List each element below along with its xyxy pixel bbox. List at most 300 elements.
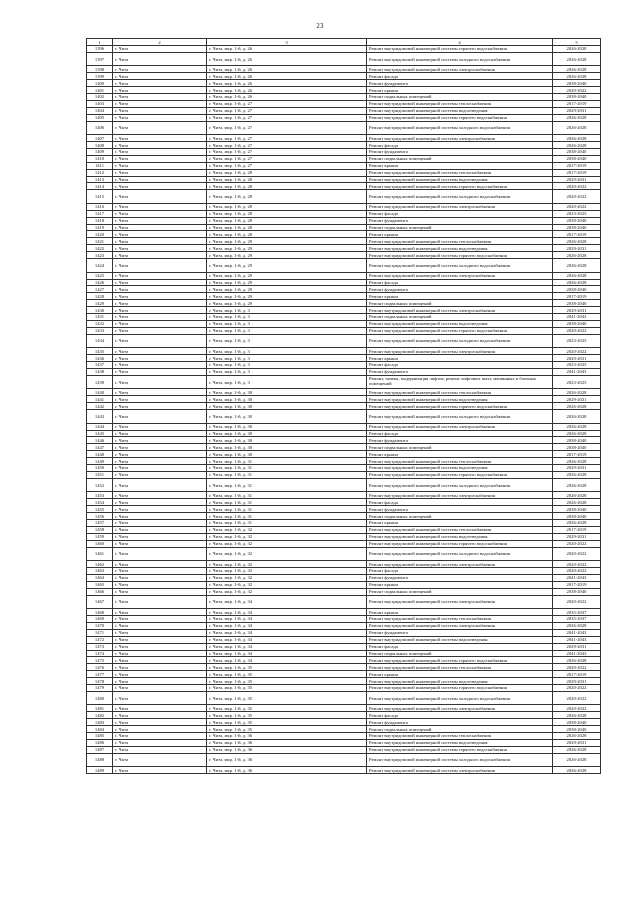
address-cell: г. Чита, мкр. 1-й, д. 31 xyxy=(207,513,367,520)
row-number: 1396 xyxy=(87,46,113,53)
table-row xyxy=(87,478,601,492)
address-cell: г. Чита, мкр. 1-й, д. 3 xyxy=(207,320,367,327)
row-number: 1403 xyxy=(87,100,113,107)
address-cell: г. Чита, мкр. 1-й, д. 28 xyxy=(207,190,367,204)
table-row xyxy=(87,348,601,355)
address-cell: г. Чита, мкр. 1-й, д. 28 xyxy=(207,224,367,231)
table-row xyxy=(87,142,601,149)
address-cell: г. Чита, мкр. 1-й, д. 3 xyxy=(207,375,367,389)
table-row xyxy=(87,595,601,609)
address-cell: г. Чита, мкр. 1-й, д. 32 xyxy=(207,581,367,588)
work-type-cell: Ремонт внутридомовой инженерной системы теплоснабжения xyxy=(367,169,553,176)
row-number: 1455 xyxy=(87,506,113,513)
address-cell: г. Чита, мкр. 1-й, д. 29 xyxy=(207,300,367,307)
work-type-cell: Ремонт подвальных помещений xyxy=(367,588,553,595)
table-row xyxy=(87,643,601,650)
table-row xyxy=(87,313,601,320)
table-row xyxy=(87,300,601,307)
municipality-cell: г. Чита xyxy=(113,66,207,73)
period-cell: 2020-2022 xyxy=(553,595,601,609)
address-cell: г. Чита, мкр. 1-й, д. 30 xyxy=(207,389,367,396)
table-row xyxy=(87,733,601,740)
table-row xyxy=(87,396,601,403)
address-cell: г. Чита, мкр. 1-й, д. 29 xyxy=(207,293,367,300)
table-row xyxy=(87,691,601,705)
work-type-cell: Ремонт крыши xyxy=(367,581,553,588)
period-cell: 2020-2022 xyxy=(553,561,601,568)
municipality-cell: г. Чита xyxy=(113,513,207,520)
address-cell: г. Чита, мкр. 1-й, д. 34 xyxy=(207,636,367,643)
period-cell: 2038-2040 xyxy=(553,300,601,307)
address-cell: г. Чита, мкр. 1-й, д. 32 xyxy=(207,547,367,561)
municipality-cell: г. Чита xyxy=(113,362,207,369)
work-type-cell: Ремонт внутридомовой инженерной системы электроснабжения xyxy=(367,272,553,279)
work-type-cell: Ремонт внутридомовой инженерной системы водоотведения xyxy=(367,465,553,472)
row-number: 1433 xyxy=(87,327,113,334)
period-cell: 2023-2025 xyxy=(553,210,601,217)
work-type-cell: Ремонт внутридомовой инженерной системы горячего водоснабжения xyxy=(367,746,553,753)
address-cell: г. Чита, мкр. 1-й, д. 29 xyxy=(207,279,367,286)
period-cell: 2026-2028 xyxy=(553,622,601,629)
work-type-cell: Ремонт внутридомовой инженерной системы водоотведения xyxy=(367,396,553,403)
municipality-cell: г. Чита xyxy=(113,533,207,540)
municipality-cell: г. Чита xyxy=(113,259,207,273)
address-cell: г. Чита, мкр. 1-й, д. 31 xyxy=(207,478,367,492)
row-number: 1442 xyxy=(87,403,113,410)
table-row xyxy=(87,320,601,327)
municipality-cell: г. Чита xyxy=(113,307,207,314)
period-cell: 2029-2031 xyxy=(553,396,601,403)
table-row xyxy=(87,451,601,458)
address-cell: г. Чита, мкр. 1-й, д. 27 xyxy=(207,135,367,142)
period-cell: 2038-2040 xyxy=(553,94,601,101)
address-cell: г. Чита, мкр. 1-й, д. 35 xyxy=(207,726,367,733)
municipality-cell: г. Чита xyxy=(113,540,207,547)
municipality-cell: г. Чита xyxy=(113,121,207,135)
row-number: 1462 xyxy=(87,561,113,568)
municipality-cell: г. Чита xyxy=(113,375,207,389)
row-number: 1456 xyxy=(87,513,113,520)
period-cell: 2026-2028 xyxy=(553,114,601,121)
municipality-cell: г. Чита xyxy=(113,396,207,403)
period-cell: 2020-2022 xyxy=(553,327,601,334)
work-type-cell: Ремонт внутридомовой инженерной системы электроснабжения xyxy=(367,423,553,430)
address-cell: г. Чита, мкр. 1-й, д. 26 xyxy=(207,94,367,101)
row-number: 1443 xyxy=(87,410,113,424)
table-row xyxy=(87,746,601,753)
municipality-cell: г. Чита xyxy=(113,183,207,190)
period-cell: 2038-2040 xyxy=(553,719,601,726)
work-type-cell: Ремонт внутридомовой инженерной системы теплоснабжения xyxy=(367,389,553,396)
period-cell: 2035-2037 xyxy=(553,609,601,616)
row-number: 1486 xyxy=(87,739,113,746)
row-number: 1436 xyxy=(87,355,113,362)
table-row xyxy=(87,368,601,375)
period-cell: 2038-2040 xyxy=(553,320,601,327)
work-type-cell: Ремонт внутридомовой инженерной системы электроснабжения xyxy=(367,66,553,73)
row-number: 1434 xyxy=(87,334,113,348)
municipality-cell: г. Чита xyxy=(113,574,207,581)
period-cell: 2020-2022 xyxy=(553,547,601,561)
row-number: 1399 xyxy=(87,73,113,80)
period-cell: 2029-2031 xyxy=(553,176,601,183)
address-cell: г. Чита, мкр. 1-й, д. 31 xyxy=(207,519,367,526)
work-type-cell: Ремонт внутридомовой инженерной системы электроснабжения xyxy=(367,705,553,712)
address-cell: г. Чита, мкр. 1-й, д. 36 xyxy=(207,753,367,767)
period-cell: 2026-2028 xyxy=(553,121,601,135)
work-type-cell: Ремонт внутридомовой инженерной системы горячего водоснабжения xyxy=(367,114,553,121)
row-number: 1409 xyxy=(87,148,113,155)
address-cell: г. Чита, мкр. 1-й, д. 29 xyxy=(207,245,367,252)
row-number: 1475 xyxy=(87,657,113,664)
table-row xyxy=(87,231,601,238)
row-number: 1420 xyxy=(87,231,113,238)
row-number: 1397 xyxy=(87,52,113,66)
table-row xyxy=(87,705,601,712)
table-row xyxy=(87,622,601,629)
address-cell: г. Чита, мкр. 1-й, д. 26 xyxy=(207,66,367,73)
address-cell: г. Чита, мкр. 1-й, д. 28 xyxy=(207,176,367,183)
municipality-cell: г. Чита xyxy=(113,568,207,575)
table-row xyxy=(87,636,601,643)
municipality-cell: г. Чита xyxy=(113,272,207,279)
table-row xyxy=(87,629,601,636)
work-type-cell: Ремонт внутридомовой инженерной системы горячего водоснабжения xyxy=(367,471,553,478)
address-cell: г. Чита, мкр. 1-й, д. 36 xyxy=(207,767,367,774)
table-row xyxy=(87,190,601,204)
municipality-cell: г. Чита xyxy=(113,595,207,609)
municipality-cell: г. Чита xyxy=(113,224,207,231)
period-cell: 2029-2031 xyxy=(553,739,601,746)
row-number: 1481 xyxy=(87,705,113,712)
row-number: 1429 xyxy=(87,300,113,307)
table-row xyxy=(87,499,601,506)
table-row xyxy=(87,293,601,300)
address-cell: г. Чита, мкр. 1-й, д. 29 xyxy=(207,252,367,259)
municipality-cell: г. Чита xyxy=(113,739,207,746)
col-header-5: 5 xyxy=(553,39,601,46)
work-type-cell: Ремонт крыши xyxy=(367,355,553,362)
address-cell: г. Чита, мкр. 1-й, д. 35 xyxy=(207,684,367,691)
table-row xyxy=(87,430,601,437)
work-type-cell: Ремонт внутридомовой инженерной системы холодного водоснабжения xyxy=(367,121,553,135)
municipality-cell: г. Чита xyxy=(113,746,207,753)
table-row xyxy=(87,121,601,135)
period-cell: 2041-2043 xyxy=(553,629,601,636)
work-type-cell: Ремонт внутридомовой инженерной системы электроснабжения xyxy=(367,203,553,210)
municipality-cell: г. Чита xyxy=(113,492,207,499)
row-number: 1458 xyxy=(87,526,113,533)
period-cell: 2026-2028 xyxy=(553,135,601,142)
address-cell: г. Чита, мкр. 1-й, д. 29 xyxy=(207,272,367,279)
municipality-cell: г. Чита xyxy=(113,87,207,94)
work-type-cell: Ремонт внутридомовой инженерной системы электроснабжения xyxy=(367,492,553,499)
row-number: 1437 xyxy=(87,362,113,369)
address-cell: г. Чита, мкр. 1-й, д. 3 xyxy=(207,313,367,320)
table-row xyxy=(87,657,601,664)
municipality-cell: г. Чита xyxy=(113,643,207,650)
municipality-cell: г. Чита xyxy=(113,437,207,444)
municipality-cell: г. Чита xyxy=(113,471,207,478)
address-cell: г. Чита, мкр. 1-й, д. 28 xyxy=(207,217,367,224)
row-number: 1415 xyxy=(87,190,113,204)
row-number: 1460 xyxy=(87,540,113,547)
municipality-cell: г. Чита xyxy=(113,691,207,705)
work-type-cell: Ремонт внутридомовой инженерной системы горячего водоснабжения xyxy=(367,684,553,691)
row-number: 1406 xyxy=(87,121,113,135)
address-cell: г. Чита, мкр. 1-й, д. 36 xyxy=(207,746,367,753)
address-cell: г. Чита, мкр. 1-й, д. 30 xyxy=(207,403,367,410)
row-number: 1405 xyxy=(87,114,113,121)
work-type-cell: Ремонт внутридомовой инженерной системы электроснабжения xyxy=(367,307,553,314)
period-cell: 2020-2022 xyxy=(553,691,601,705)
period-cell: 2026-2028 xyxy=(553,519,601,526)
period-cell: 2041-2043 xyxy=(553,574,601,581)
work-type-cell: Ремонт внутридомовой инженерной системы водоотведения xyxy=(367,107,553,114)
work-type-cell: Ремонт фасада xyxy=(367,568,553,575)
table-row xyxy=(87,540,601,547)
address-cell: г. Чита, мкр. 1-й, д. 3 xyxy=(207,334,367,348)
address-cell: г. Чита, мкр. 1-й, д. 35 xyxy=(207,705,367,712)
address-cell: г. Чита, мкр. 1-й, д. 36 xyxy=(207,739,367,746)
row-number: 1400 xyxy=(87,80,113,87)
table-row xyxy=(87,753,601,767)
row-number: 1402 xyxy=(87,94,113,101)
table-row xyxy=(87,155,601,162)
period-cell: 2026-2028 xyxy=(553,746,601,753)
address-cell: г. Чита, мкр. 1-й, д. 29 xyxy=(207,259,367,273)
work-type-cell: Ремонт внутридомовой инженерной системы водоотведения xyxy=(367,533,553,540)
period-cell: 2041-2043 xyxy=(553,313,601,320)
work-type-cell: Ремонт внутридомовой инженерной системы горячего водоснабжения xyxy=(367,327,553,334)
table-row xyxy=(87,100,601,107)
period-cell: 2017-2019 xyxy=(553,671,601,678)
address-cell: г. Чита, мкр. 1-й, д. 34 xyxy=(207,595,367,609)
municipality-cell: г. Чита xyxy=(113,629,207,636)
period-cell: 2038-2040 xyxy=(553,506,601,513)
work-type-cell: Ремонт внутридомовой инженерной системы электроснабжения xyxy=(367,595,553,609)
municipality-cell: г. Чита xyxy=(113,300,207,307)
table-row xyxy=(87,471,601,478)
table-row xyxy=(87,389,601,396)
work-type-cell: Ремонт внутридомовой инженерной системы электроснабжения xyxy=(367,622,553,629)
municipality-cell: г. Чита xyxy=(113,430,207,437)
row-number: 1445 xyxy=(87,430,113,437)
address-cell: г. Чита, мкр. 1-й, д. 32 xyxy=(207,588,367,595)
address-cell: г. Чита, мкр. 1-й, д. 36 xyxy=(207,733,367,740)
address-cell: г. Чита, мкр. 1-й, д. 27 xyxy=(207,114,367,121)
table-row xyxy=(87,767,601,774)
work-type-cell: Ремонт подвальных помещений xyxy=(367,444,553,451)
address-cell: г. Чита, мкр. 1-й, д. 34 xyxy=(207,622,367,629)
table-row xyxy=(87,739,601,746)
address-cell: г. Чита, мкр. 1-й, д. 29 xyxy=(207,286,367,293)
municipality-cell: г. Чита xyxy=(113,148,207,155)
period-cell: 2020-2022 xyxy=(553,568,601,575)
municipality-cell: г. Чита xyxy=(113,733,207,740)
period-cell: 2026-2028 xyxy=(553,458,601,465)
address-cell: г. Чита, мкр. 1-й, д. 32 xyxy=(207,561,367,568)
row-number: 1444 xyxy=(87,423,113,430)
work-type-cell: Ремонт внутридомовой инженерной системы холодного водоснабжения xyxy=(367,190,553,204)
period-cell: 2026-2028 xyxy=(553,478,601,492)
work-type-cell: Ремонт фундамента xyxy=(367,574,553,581)
row-number: 1465 xyxy=(87,581,113,588)
work-type-cell: Ремонт фундамента xyxy=(367,629,553,636)
table-row xyxy=(87,684,601,691)
work-type-cell: Ремонт внутридомовой инженерной системы холодного водоснабжения xyxy=(367,334,553,348)
municipality-cell: г. Чита xyxy=(113,465,207,472)
period-cell: 2026-2028 xyxy=(553,733,601,740)
period-cell: 2023-2025 xyxy=(553,362,601,369)
municipality-cell: г. Чита xyxy=(113,252,207,259)
row-number: 1482 xyxy=(87,712,113,719)
row-number: 1423 xyxy=(87,252,113,259)
work-type-cell: Ремонт внутридомовой инженерной системы электроснабжения xyxy=(367,135,553,142)
table-row xyxy=(87,307,601,314)
municipality-cell: г. Чита xyxy=(113,410,207,424)
address-cell: г. Чита, мкр. 1-й, д. 29 xyxy=(207,238,367,245)
municipality-cell: г. Чита xyxy=(113,726,207,733)
period-cell: 2038-2040 xyxy=(553,224,601,231)
row-number: 1419 xyxy=(87,224,113,231)
period-cell: 2017-2019 xyxy=(553,162,601,169)
address-cell: г. Чита, мкр. 1-й, д. 30 xyxy=(207,410,367,424)
address-cell: г. Чита, мкр. 1-й, д. 30 xyxy=(207,423,367,430)
address-cell: г. Чита, мкр. 1-й, д. 30 xyxy=(207,430,367,437)
table-row xyxy=(87,355,601,362)
period-cell: 2038-2040 xyxy=(553,726,601,733)
address-cell: г. Чита, мкр. 1-й, д. 3 xyxy=(207,307,367,314)
address-cell: г. Чита, мкр. 1-й, д. 28 xyxy=(207,210,367,217)
address-cell: г. Чита, мкр. 1-й, д. 28 xyxy=(207,169,367,176)
period-cell: 2026-2028 xyxy=(553,471,601,478)
municipality-cell: г. Чита xyxy=(113,753,207,767)
work-type-cell: Ремонт подвальных помещений xyxy=(367,313,553,320)
row-number: 1430 xyxy=(87,307,113,314)
municipality-cell: г. Чита xyxy=(113,355,207,362)
table-header-row xyxy=(87,39,601,46)
period-cell: 2029-2031 xyxy=(553,643,601,650)
work-type-cell: Ремонт внутридомовой инженерной системы горячего водоснабжения xyxy=(367,183,553,190)
work-type-cell: Ремонт подвальных помещений xyxy=(367,513,553,520)
row-number: 1450 xyxy=(87,465,113,472)
municipality-cell: г. Чита xyxy=(113,169,207,176)
period-cell: 2020-2022 xyxy=(553,684,601,691)
work-type-cell: Ремонт внутридомовой инженерной системы теплоснабжения xyxy=(367,238,553,245)
municipality-cell: г. Чита xyxy=(113,286,207,293)
row-number: 1401 xyxy=(87,87,113,94)
table-row xyxy=(87,561,601,568)
municipality-cell: г. Чита xyxy=(113,561,207,568)
work-type-cell: Ремонт фундамента xyxy=(367,437,553,444)
municipality-cell: г. Чита xyxy=(113,114,207,121)
municipality-cell: г. Чита xyxy=(113,107,207,114)
table-row xyxy=(87,169,601,176)
address-cell: г. Чита, мкр. 1-й, д. 3 xyxy=(207,368,367,375)
work-type-cell: Ремонт внутридомовой инженерной системы холодного водоснабжения xyxy=(367,753,553,767)
work-type-cell: Ремонт внутридомовой инженерной системы водоотведения xyxy=(367,678,553,685)
row-number: 1446 xyxy=(87,437,113,444)
municipality-cell: г. Чита xyxy=(113,547,207,561)
address-cell: г. Чита, мкр. 1-й, д. 3 xyxy=(207,355,367,362)
work-type-cell: Ремонт внутридомовой инженерной системы холодного водоснабжения xyxy=(367,478,553,492)
address-cell: г. Чита, мкр. 1-й, д. 34 xyxy=(207,650,367,657)
address-cell: г. Чита, мкр. 1-й, д. 28 xyxy=(207,203,367,210)
municipality-cell: г. Чита xyxy=(113,320,207,327)
address-cell: г. Чита, мкр. 1-й, д. 31 xyxy=(207,492,367,499)
table-row xyxy=(87,224,601,231)
period-cell: 2026-2028 xyxy=(553,657,601,664)
table-row xyxy=(87,362,601,369)
row-number: 1412 xyxy=(87,169,113,176)
work-type-cell: Ремонт внутридомовой инженерной системы теплоснабжения xyxy=(367,616,553,623)
row-number: 1435 xyxy=(87,348,113,355)
municipality-cell: г. Чита xyxy=(113,712,207,719)
row-number: 1441 xyxy=(87,396,113,403)
work-type-cell: Ремонт внутридомовой инженерной системы водоотведения xyxy=(367,739,553,746)
municipality-cell: г. Чита xyxy=(113,526,207,533)
table-row xyxy=(87,465,601,472)
municipality-cell: г. Чита xyxy=(113,348,207,355)
row-number: 1440 xyxy=(87,389,113,396)
table-row xyxy=(87,80,601,87)
municipality-cell: г. Чита xyxy=(113,135,207,142)
table-row xyxy=(87,616,601,623)
work-type-cell: Ремонт фасада xyxy=(367,712,553,719)
municipality-cell: г. Чита xyxy=(113,73,207,80)
address-cell: г. Чита, мкр. 1-й, д. 34 xyxy=(207,616,367,623)
row-number: 1470 xyxy=(87,622,113,629)
address-cell: г. Чита, мкр. 1-й, д. 26 xyxy=(207,46,367,53)
table-row xyxy=(87,238,601,245)
municipality-cell: г. Чита xyxy=(113,650,207,657)
period-cell: 2026-2028 xyxy=(553,712,601,719)
period-cell: 2026-2028 xyxy=(553,73,601,80)
address-cell: г. Чита, мкр. 1-й, д. 26 xyxy=(207,80,367,87)
table-row xyxy=(87,375,601,389)
work-type-cell: Ремонт внутридомовой инженерной системы теплоснабжения xyxy=(367,526,553,533)
row-number: 1439 xyxy=(87,375,113,389)
address-cell: г. Чита, мкр. 1-й, д. 27 xyxy=(207,162,367,169)
table-row xyxy=(87,210,601,217)
work-type-cell: Ремонт фасада xyxy=(367,643,553,650)
municipality-cell: г. Чита xyxy=(113,609,207,616)
table-row xyxy=(87,183,601,190)
period-cell: 2038-2040 xyxy=(553,444,601,451)
period-cell: 2020-2022 xyxy=(553,183,601,190)
table-row xyxy=(87,444,601,451)
period-cell: 2035-2037 xyxy=(553,616,601,623)
period-cell: 2038-2040 xyxy=(553,217,601,224)
table-row xyxy=(87,726,601,733)
municipality-cell: г. Чита xyxy=(113,313,207,320)
period-cell: 2038-2040 xyxy=(553,148,601,155)
municipality-cell: г. Чита xyxy=(113,231,207,238)
period-cell: 2026-2028 xyxy=(553,430,601,437)
address-cell: г. Чита, мкр. 1-й, д. 30 xyxy=(207,444,367,451)
work-type-cell: Ремонт подвальных помещений xyxy=(367,300,553,307)
work-type-cell: Ремонт внутридомовой инженерной системы холодного водоснабжения xyxy=(367,410,553,424)
municipality-cell: г. Чита xyxy=(113,636,207,643)
period-cell: 2017-2019 xyxy=(553,581,601,588)
period-cell: 2026-2028 xyxy=(553,767,601,774)
address-cell: г. Чита, мкр. 1-й, д. 28 xyxy=(207,231,367,238)
municipality-cell: г. Чита xyxy=(113,616,207,623)
address-cell: г. Чита, мкр. 1-й, д. 31 xyxy=(207,506,367,513)
table-row xyxy=(87,492,601,499)
address-cell: г. Чита, мкр. 1-й, д. 26 xyxy=(207,52,367,66)
